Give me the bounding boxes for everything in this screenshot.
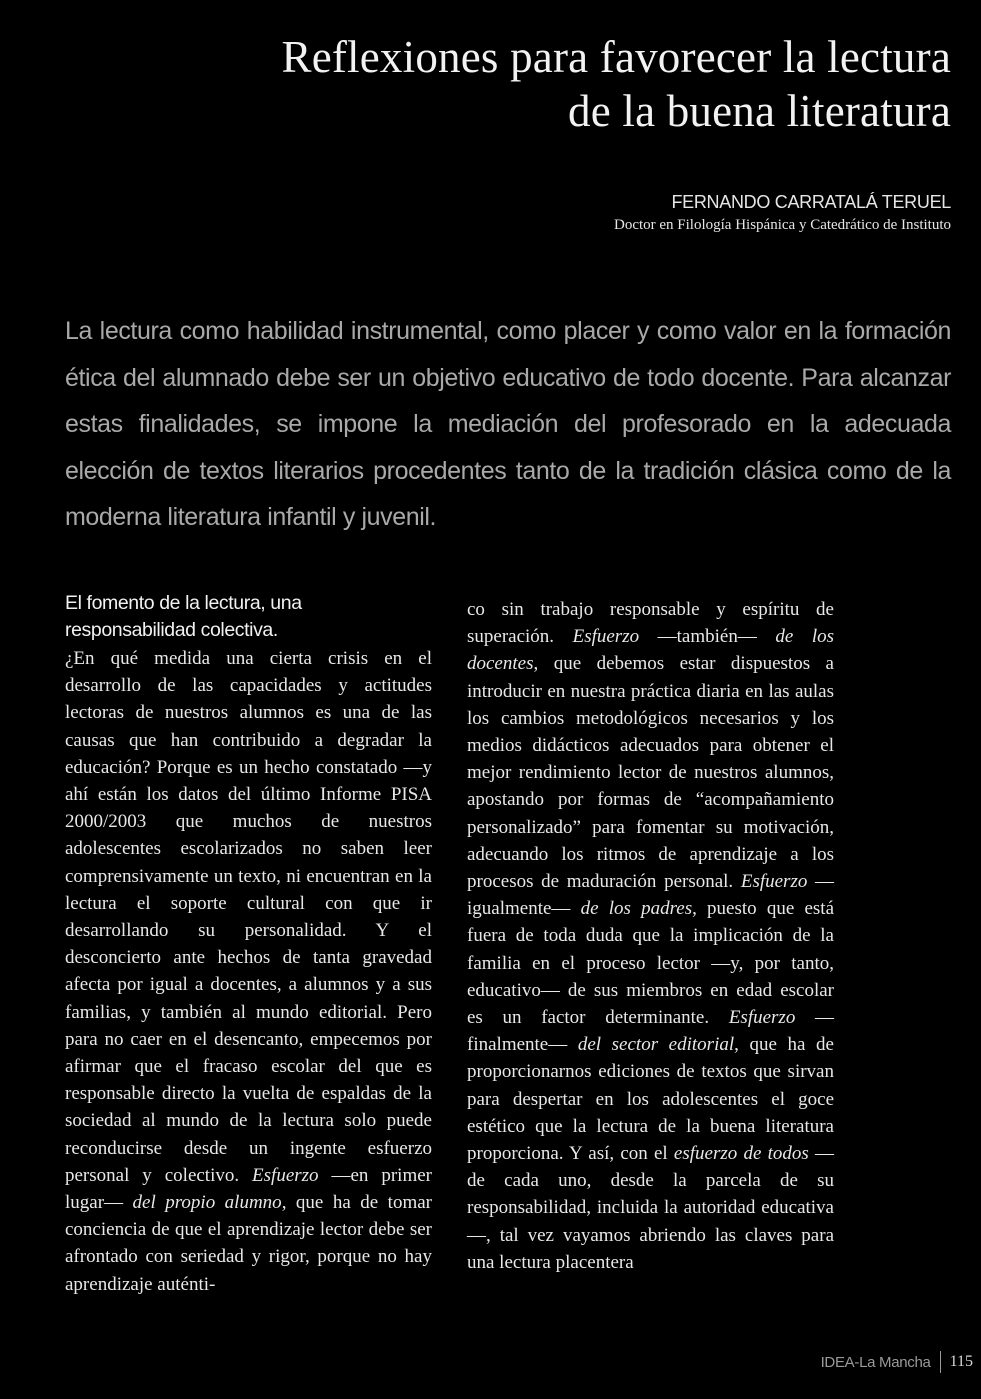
article-title-line-1: Reflexiones para favorecer la lectura — [281, 32, 951, 82]
text-run: ¿En qué medida una cierta crisis en el desarrollo de las capacidades y actitudes lectoras de nuestros alumnos es una de las causas que han contribuido a degradar la educación? Porque es un hecho constatado —y ahí están los datos del último Informe PISA 2000/2003 que muchos de nuestros adolescentes escolarizados no saben leer comprensivamente un texto, ni encuentran en la lectura el soporte cultural con que ir desarrollando su personalidad. Y el desconcierto ante hechos de tanta gravedad afecta por igual a docentes, a alumnos y a sus familias, y también al mundo editorial. Pero para no caer en el desencanto, empecemos por afirmar que el fracaso escolar del que es responsable directo la vuelta de espaldas de la sociedad al mundo de la lectura solo puede reconducirse desde un ingente esfuerzo personal y colectivo. — [65, 648, 432, 1186]
article-header — [191, 30, 951, 138]
italic-run: Esfuerzo — [740, 871, 808, 893]
paragraph-left — [65, 645, 432, 1298]
text-run: —de cada uno, desde la parcela de su responsabilidad, incluida la autoridad educativa—, tal vez vayamos abriendo las claves para una lectura placentera — [467, 1143, 834, 1273]
text-run: , puesto que está fuera de toda duda que la implicación de la familia en el proceso lector —y, por tanto, educativo— de sus miembros en edad escolar es un factor determinante. — [467, 898, 834, 1029]
author-role: Doctor en Filología Hispánica y Catedrático de Instituto — [613, 217, 951, 233]
italic-run: del sector editorial — [577, 1034, 735, 1056]
text-run: —igualmente— — [467, 871, 834, 920]
article-title-line-2: de la buena literatura — [568, 86, 951, 136]
footer-divider — [940, 1351, 941, 1373]
page-footer — [821, 1350, 973, 1374]
italic-run: del propio alumno — [132, 1192, 282, 1214]
publication-name: IDEA-La Mancha — [820, 1353, 931, 1371]
italic-run: Esfuerzo — [252, 1164, 319, 1186]
italic-run: de los docentes — [467, 626, 834, 675]
section-heading: El fomento de la lectura, una responsabilidad colectiva. — [65, 592, 302, 641]
italic-run: Esfuerzo — [728, 1007, 796, 1029]
italic-run: esfuerzo de todos — [673, 1143, 809, 1165]
body-column-left — [65, 590, 432, 1298]
paragraph-right — [467, 596, 834, 1276]
italic-run: de los padres — [580, 898, 693, 920]
text-run: —finalmente— — [467, 1007, 834, 1056]
text-run: —también— — [639, 626, 776, 648]
text-run: , que ha de proporcionarnos ediciones de textos que sirvan para despertar en los adolescentes el goce estético que la lectura de la buena literatura proporciona. Y así, con el — [467, 1034, 834, 1165]
body-column-right — [467, 596, 834, 1276]
author-name: FERNANDO CARRATALÁ TERUEL — [671, 192, 951, 212]
page-number: 115 — [949, 1353, 973, 1370]
author-block — [351, 190, 951, 236]
article-title — [191, 30, 951, 138]
text-run: co sin trabajo responsable y espíritu de superación. — [467, 599, 834, 648]
text-run: , que ha de tomar conciencia de que el aprendizaje lector debe ser afrontado con seriedad y rigor, porque no hay aprendizaje auténti- — [65, 1192, 432, 1295]
article-abstract: La lectura como habilidad instrumental, como placer y como valor en la formación ética del alumnado debe ser un objetivo educativo de todo docente. Para alcanzar estas finalidades, se impone la mediación del profesorado en la adecuada elección de textos literarios procedentes tanto de la tradición clásica como de la moderna literatura infantil y juvenil. — [65, 317, 951, 531]
text-run: —en primer lugar— — [65, 1164, 432, 1214]
text-run: , que debemos estar dispuestos a introducir en nuestra práctica diaria en las aulas los cambios metodológicos necesarios y los medios didácticos adecuados para obtener el mejor rendimiento lector de nuestros alumnos, apostando por formas de “acompañamiento personalizado” para fomentar su motivación, adecuando los ritmos de aprendizaje a los procesos de maduración personal. — [467, 653, 834, 893]
italic-run: Esfuerzo — [572, 626, 640, 648]
